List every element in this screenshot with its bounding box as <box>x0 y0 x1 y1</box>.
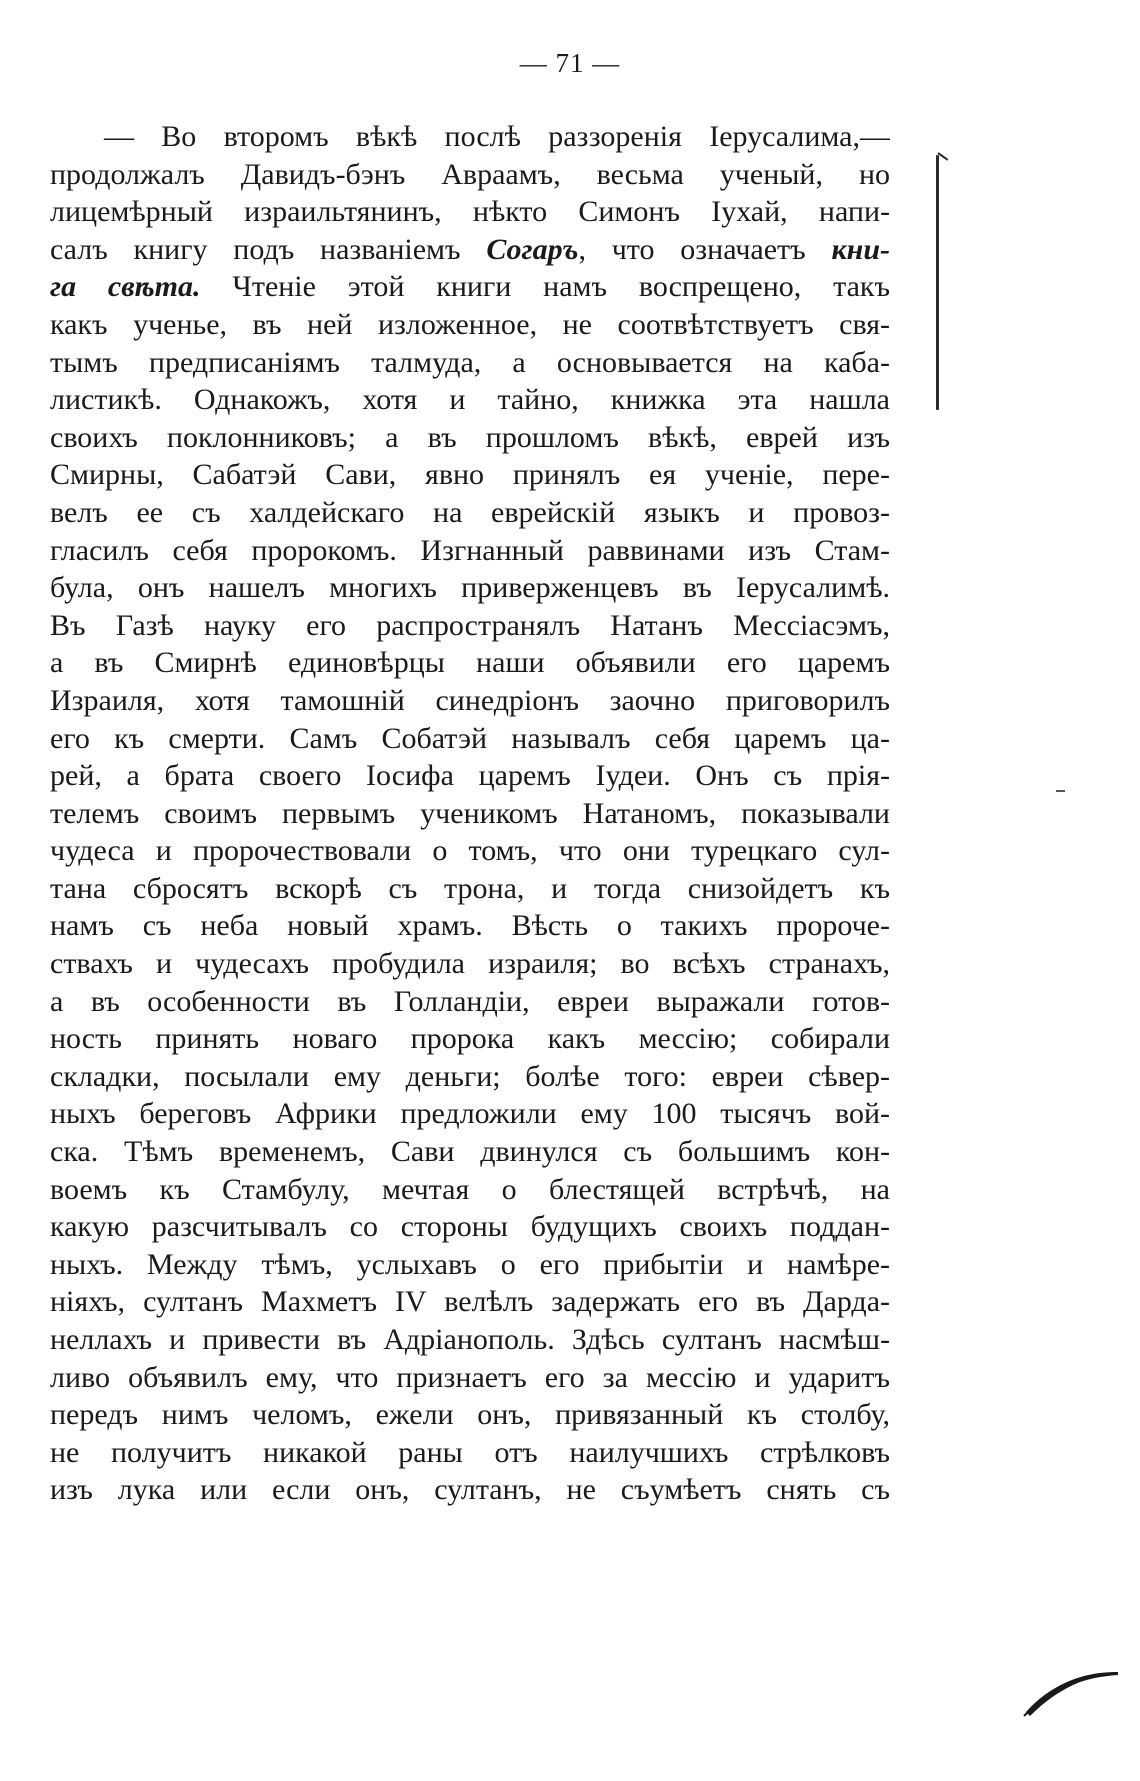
text-line: ска. Тѣмъ временемъ, Сави двинулся съ большимъ кон- <box>50 1135 890 1169</box>
text-line: не получитъ никакой раны отъ наилучшихъ стрѣлковъ <box>50 1435 890 1469</box>
stray-mark <box>1056 790 1065 792</box>
text-line: гласилъ себя пророкомъ. Изгнанный раввинами изъ Стам- <box>50 533 890 567</box>
text-line: тымъ предписаніямъ талмуда, а основывается на каба- <box>50 345 890 379</box>
page-number: — 71 — <box>519 48 621 78</box>
text-line: рей, а брата своего Іосифа царемъ Іудеи. Онъ съ прія- <box>50 759 890 793</box>
text-line: складки, посылали ему деньги; болѣе того: евреи сѣвер- <box>50 1059 890 1093</box>
text-line: намъ съ неба новый храмъ. Вѣсть о такихъ пророче- <box>50 909 890 943</box>
text-line: продолжалъ Давидъ-бэнъ Авраамъ, весьма ученый, но <box>50 157 890 191</box>
text-line: Израиля, хотя тамошній синедріонъ заочно приговорилъ <box>50 683 890 717</box>
margin-pen-mark <box>936 155 939 410</box>
text-line: листикѣ. Однакожъ, хотя и тайно, книжка эта нашла <box>50 383 890 417</box>
text-line: а въ особенности въ Голландіи, евреи выражали готов- <box>50 984 890 1018</box>
text-line: Смирны, Сабатэй Сави, явно принялъ ея ученіе, пере- <box>50 458 890 492</box>
margin-pen-mark-tick <box>937 152 948 161</box>
text-line: чудеса и пророчествовали о томъ, что они турецкаго сул- <box>50 834 890 868</box>
text-line: а въ Смирнѣ единовѣрцы наши объявили его царемъ <box>50 646 890 680</box>
text-line: его къ смерти. Самъ Собатэй называлъ себя царемъ ца- <box>50 721 890 755</box>
text-line: ность принять новаго пророка какъ мессію; собирали <box>50 1022 890 1056</box>
text-line: ныхъ. Между тѣмъ, услыхавъ о его прибытіи и намѣре- <box>50 1247 890 1281</box>
text-line: велъ ее съ халдейскаго на еврейскій языкъ и провоз- <box>50 495 890 529</box>
text-line: своихъ поклонниковъ; а въ прошломъ вѣкѣ, еврей изъ <box>50 420 890 454</box>
text-line: ствахъ и чудесахъ пробудила израиля; во всѣхъ странахъ, <box>50 947 890 981</box>
text-line: какую разсчитывалъ со стороны будущихъ своихъ поддан- <box>50 1210 890 1244</box>
text-line: — Во второмъ вѣкѣ послѣ раззоренія Іерусалима,— <box>104 120 890 153</box>
text-line: Въ Газѣ науку его распространялъ Натанъ Мессіасэмъ, <box>50 608 890 642</box>
body-text <box>50 118 890 1509</box>
text-line: телемъ своимъ первымъ ученикомъ Натаномъ, показывали <box>50 796 890 830</box>
text-line: лицемѣрный израильтянинъ, нѣкто Симонъ Іухай, напи- <box>50 195 890 229</box>
text-line: тана сбросятъ вскорѣ съ трона, и тогда снизойдетъ къ <box>50 871 890 905</box>
text-line: неллахъ и привести въ Адріанополь. Здѣсь султанъ насмѣш- <box>50 1323 890 1356</box>
text-line: ніяхъ, султанъ Махметъ IV велѣлъ задержать его въ Дарда- <box>50 1285 890 1319</box>
text-line: изъ лука или если онъ, султанъ, не съумѣетъ снять съ <box>50 1473 890 1507</box>
text-line: передъ нимъ челомъ, ежели онъ, привязанный къ столбу, <box>50 1398 890 1432</box>
text-line: була, онъ нашелъ многихъ приверженцевъ въ Іерусалимѣ. <box>50 571 890 605</box>
text-line: воемъ къ Стамбулу, мечтая о блестящей встрѣчѣ, на <box>50 1172 890 1206</box>
text-line: ливо объявилъ ему, что признаетъ его за мессію и ударитъ <box>50 1360 890 1394</box>
text-line: га свѣта. Чтеніе этой книги намъ воспрещено, такъ <box>50 270 890 304</box>
text-line: ныхъ береговъ Африки предложили ему 100 тысячъ вой- <box>50 1097 890 1131</box>
text-line: какъ ученье, въ ней изложенное, не соотвѣтствуетъ свя- <box>50 307 890 341</box>
text-line: салъ книгу подъ названіемъ Согаръ, что означаетъ кни- <box>50 232 890 266</box>
ink-stroke-mark <box>1022 1660 1122 1720</box>
